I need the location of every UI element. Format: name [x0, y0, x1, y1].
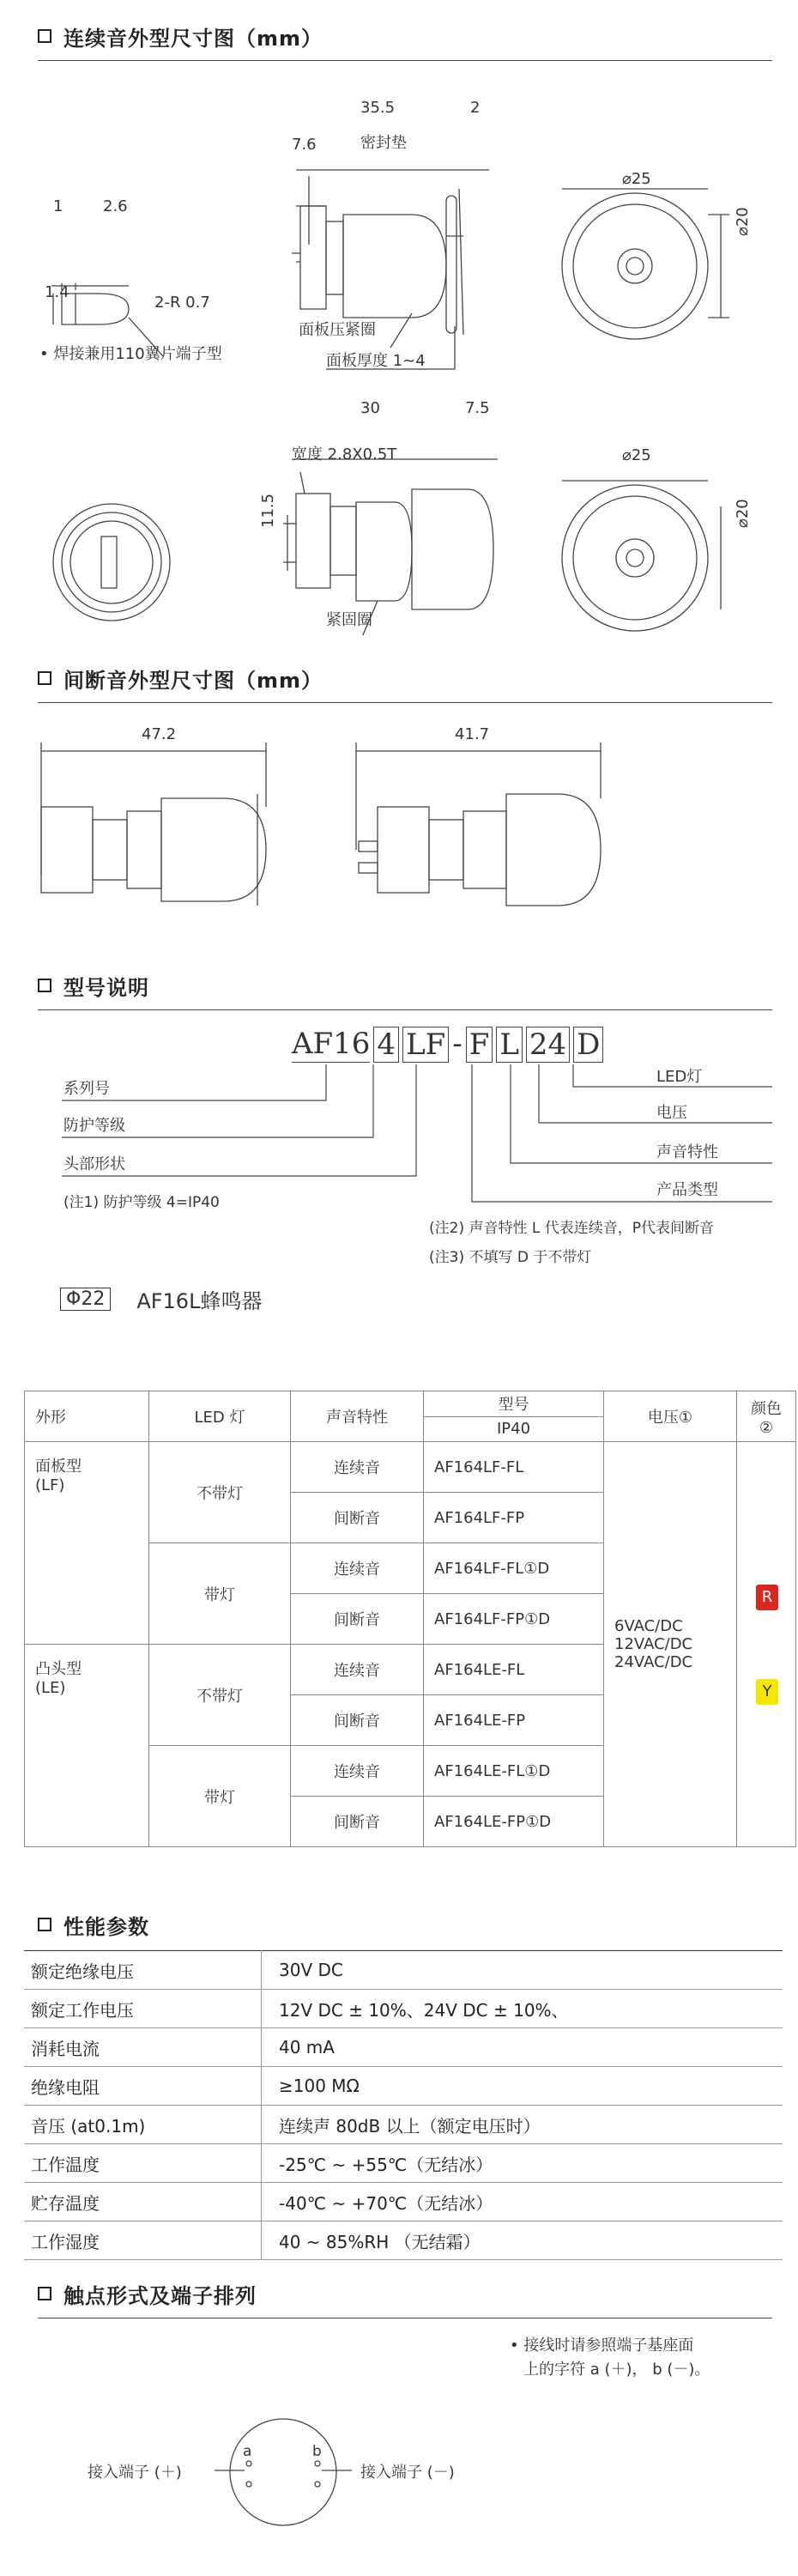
perf-param-value: -40℃ ~ +70℃（无结冰）	[262, 2183, 783, 2221]
perf-param-name: 音压 (at0.1m)	[24, 2106, 262, 2144]
perf-param-name: 工作温度	[24, 2144, 262, 2183]
cell-sound: 连续音	[291, 1746, 424, 1797]
performance-table	[24, 1950, 783, 2260]
cell-led: 不带灯	[149, 1645, 291, 1746]
cell-sound: 连续音	[291, 1442, 424, 1493]
solder-note: • 焊接兼用110翼片端子型	[39, 345, 222, 363]
label-panel-ring: 面板压紧圈	[299, 321, 376, 339]
intermittent-dimension-drawings	[0, 712, 798, 936]
section-title: 连续音外型尺寸图（mm）	[63, 26, 323, 51]
terminal-b: b	[312, 2443, 322, 2460]
section-divider	[38, 702, 772, 703]
header-voltage: 电压①	[604, 1391, 737, 1442]
model-part-voltage: 24	[526, 1027, 570, 1063]
header-sound: 声音特性	[291, 1391, 424, 1442]
perf-param-name: 贮存温度	[24, 2183, 262, 2221]
dim-7-5: 7.5	[465, 399, 490, 417]
terminal-negative-label: 接入端子 (－)	[360, 2464, 455, 2482]
dim-dia20-top: ⌀20	[734, 207, 752, 236]
dim-7-6: 7.6	[292, 136, 317, 154]
perf-param-value: 40 mA	[262, 2028, 783, 2067]
contacts-note-line2: 上的字符 a (＋)， b (－)。	[523, 2361, 710, 2379]
table-row	[24, 2106, 783, 2144]
dim-terminal-1: 1	[53, 197, 63, 215]
label-sound: 声音特性	[656, 1143, 718, 1161]
cell-led: 带灯	[149, 1543, 291, 1645]
label-protection: 防护等级	[63, 1117, 125, 1135]
perf-param-value: 30V DC	[262, 1951, 783, 1990]
cell-led: 带灯	[149, 1746, 291, 1847]
checkbox-square-icon	[38, 2287, 51, 2300]
perf-param-name: 绝缘电阻	[24, 2067, 262, 2106]
dim-terminal-2-6: 2.6	[103, 197, 128, 215]
table-row	[24, 2183, 783, 2221]
section-divider	[38, 60, 772, 61]
contacts-note-line1: • 接线时请参照端子基座面	[510, 2337, 694, 2355]
cell-model: AF164LF-FP①D	[424, 1594, 604, 1645]
terminal-positive-label: 接入端子 (＋)	[88, 2464, 182, 2482]
color-badge-y: Y	[756, 1679, 778, 1705]
perf-param-value: 12V DC ± 10%、24V DC ± 10%、	[262, 1990, 783, 2028]
dim-dia20-bottom: ⌀20	[734, 499, 752, 528]
cell-model: AF164LE-FL	[424, 1645, 604, 1695]
section-title: 间断音外型尺寸图（mm）	[63, 668, 323, 693]
header-model: 型号	[424, 1391, 604, 1417]
perf-param-name: 额定工作电压	[24, 1990, 262, 2028]
perf-param-name: 工作湿度	[24, 2221, 262, 2260]
table-row	[24, 2028, 783, 2067]
checkbox-square-icon	[38, 979, 51, 992]
model-part-protection: 4	[373, 1027, 399, 1063]
header-led: LED 灯	[149, 1391, 291, 1442]
section-title: 性能参数	[63, 1914, 149, 1939]
model-table	[24, 1391, 796, 1847]
cell-model: AF164LF-FL①D	[424, 1543, 604, 1594]
cell-model: AF164LF-FL	[424, 1442, 604, 1493]
table-row	[24, 2221, 783, 2260]
dim-2: 2	[470, 99, 481, 117]
model-part-led: D	[573, 1027, 603, 1063]
dim-dia25-top: ⌀25	[622, 170, 651, 188]
label-lock-ring: 紧固圈	[326, 611, 372, 629]
table-row	[24, 1990, 783, 2028]
cell-led: 不带灯	[149, 1442, 291, 1543]
note-2: (注2) 声音特性 L 代表连续音，P代表间断音	[429, 1220, 715, 1237]
section-header-model	[38, 968, 149, 1003]
cell-sound: 连续音	[291, 1543, 424, 1594]
perf-param-value: -25℃ ~ +55℃（无结冰）	[262, 2144, 783, 2183]
cell-voltage: 6VAC/DC 12VAC/DC 24VAC/DC	[604, 1442, 737, 1847]
model-code	[292, 1027, 603, 1063]
model-part-series: AF16	[292, 1027, 371, 1061]
section-header-contacts	[38, 2276, 257, 2311]
dim-dia25-bottom: ⌀25	[622, 446, 651, 464]
table-row	[24, 2067, 783, 2106]
cell-shape: 凸头型 (LE)	[25, 1645, 149, 1847]
table-header-row	[25, 1391, 796, 1417]
table-row	[24, 1951, 783, 1990]
cell-sound: 间断音	[291, 1493, 424, 1543]
section-divider	[38, 1009, 772, 1010]
section-title: 型号说明	[63, 975, 149, 1000]
header-ip: IP40	[424, 1416, 604, 1442]
dim-47-2: 47.2	[142, 725, 177, 743]
cell-sound: 连续音	[291, 1645, 424, 1695]
section-title: 触点形式及端子排列	[63, 2283, 257, 2308]
section-header-performance	[38, 1907, 149, 1942]
label-led: LED灯	[656, 1068, 703, 1086]
terminal-a: a	[243, 2443, 252, 2460]
section-header-intermittent	[38, 661, 323, 695]
label-panel-thickness: 面板厚度 1~4	[326, 352, 426, 370]
product-heading	[60, 1284, 262, 1314]
phi-badge: Φ22	[60, 1288, 111, 1311]
perf-param-name: 消耗电流	[24, 2028, 262, 2067]
perf-param-value: 40 ~ 85%RH （无结霜）	[262, 2221, 783, 2260]
cell-model: AF164LE-FL①D	[424, 1746, 604, 1797]
cell-shape: 面板型 (LF)	[25, 1442, 149, 1645]
label-head-shape: 头部形状	[63, 1155, 125, 1173]
label-voltage: 电压	[656, 1104, 687, 1122]
dim-41-7: 41.7	[455, 725, 490, 743]
color-badge-r: R	[756, 1585, 778, 1610]
label-gasket: 密封垫	[360, 134, 407, 152]
dim-terminal-radius: 2-R 0.7	[154, 294, 210, 312]
model-part-shape: LF	[402, 1027, 449, 1063]
dim-terminal-1-4: 1.4	[45, 283, 70, 301]
model-part-sound: L	[496, 1027, 523, 1063]
header-color: 颜色②	[737, 1391, 796, 1442]
model-part-dash: -	[452, 1027, 462, 1061]
checkbox-square-icon	[38, 1918, 51, 1931]
perf-param-value: ≥100 MΩ	[262, 2067, 783, 2106]
product-title: AF16L蜂鸣器	[136, 1289, 263, 1313]
dim-35-5: 35.5	[360, 99, 396, 117]
cell-sound: 间断音	[291, 1695, 424, 1746]
cell-colors	[737, 1442, 796, 1847]
model-part-type: F	[466, 1027, 493, 1063]
dim-11-5: 11.5	[259, 493, 277, 528]
perf-param-value: 连续声 80dB 以上（额定电压时）	[262, 2106, 783, 2144]
section-header-continuous	[38, 19, 323, 53]
table-row	[24, 2144, 783, 2183]
cell-model: AF164LF-FP	[424, 1493, 604, 1543]
checkbox-square-icon	[38, 29, 51, 43]
note-3: (注3) 不填写 D 于不带灯	[429, 1249, 592, 1266]
header-shape: 外形	[25, 1391, 149, 1442]
cell-model: AF164LE-FP①D	[424, 1797, 604, 1847]
dim-30: 30	[360, 399, 380, 417]
checkbox-square-icon	[38, 671, 51, 685]
label-width: 宽度 2.8X0.5T	[292, 445, 397, 464]
label-series: 系列号	[63, 1080, 110, 1098]
label-product-type: 产品类型	[656, 1181, 718, 1199]
perf-param-name: 额定绝缘电压	[24, 1951, 262, 1990]
cell-sound: 间断音	[291, 1797, 424, 1847]
note-1: (注1) 防护等级 4=IP40	[63, 1194, 220, 1211]
cell-model: AF164LE-FP	[424, 1695, 604, 1746]
cell-sound: 间断音	[291, 1594, 424, 1645]
table-row	[25, 1442, 796, 1493]
